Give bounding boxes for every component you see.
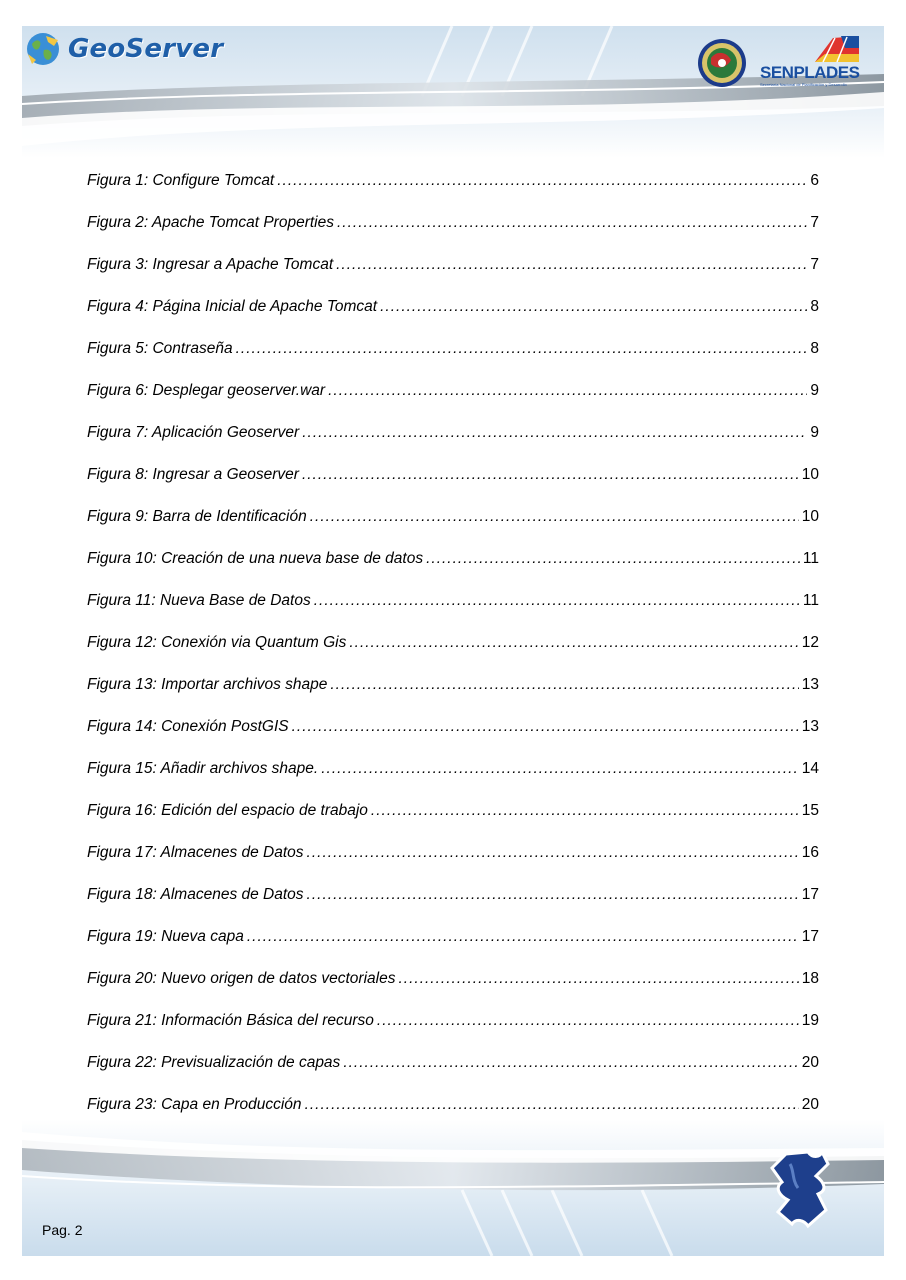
toc-entry[interactable]: [87, 580, 819, 622]
partner-subtitle: Secretaría Nacional de Planificación y Desarrollo: [760, 82, 847, 87]
toc-leader: [349, 634, 798, 652]
toc-leader: [336, 256, 807, 274]
toc-entry-page: 13: [801, 718, 819, 735]
toc-entry-title: Figura 16: Edición del espacio de trabajo: [87, 802, 368, 819]
toc-entry-title: Figura 8: Ingresar a Geoserver: [87, 466, 299, 483]
toc-entry[interactable]: [87, 538, 819, 580]
toc-leader: [302, 424, 807, 442]
toc-entry-title: Figura 6: Desplegar geoserver.war: [87, 382, 326, 399]
toc-entry-page: 18: [801, 970, 819, 987]
toc-leader: [305, 1096, 799, 1114]
brand-name: GeoServer: [68, 34, 224, 64]
toc-entry-page: 7: [810, 214, 819, 231]
toc-entry-title: Figura 14: Conexión PostGIS: [87, 718, 289, 735]
toc-entry[interactable]: [87, 286, 819, 328]
toc-entry-title: Figura 18: Almacenes de Datos: [87, 886, 304, 903]
toc-entry-page: 17: [801, 928, 819, 945]
toc-entry-title: Figura 4: Página Inicial de Apache Tomcat: [87, 298, 378, 315]
toc-entry-title: Figura 21: Información Básica del recurso: [87, 1012, 374, 1029]
toc-entry-page: 13: [801, 676, 819, 693]
toc-entry-title: Figura 5: Contraseña: [87, 340, 233, 357]
toc-entry-page: 8: [810, 340, 819, 357]
toc-entry-page: 20: [801, 1096, 819, 1113]
toc-entry-page: 9: [810, 424, 819, 441]
toc-entry-page: 12: [801, 634, 819, 651]
toc-entry[interactable]: [87, 832, 819, 874]
toc-entry-page: 17: [801, 886, 819, 903]
toc-leader: [380, 298, 807, 316]
toc-leader: [398, 970, 798, 988]
toc-entry-title: Figura 3: Ingresar a Apache Tomcat: [87, 256, 334, 273]
toc-entry[interactable]: [87, 664, 819, 706]
toc-entry[interactable]: [87, 1042, 819, 1084]
page-number: Pag. 2: [42, 1222, 83, 1238]
toc-entry-title: Figura 13: Importar archivos shape: [87, 676, 328, 693]
toc-entry-page: 8: [810, 298, 819, 315]
toc-leader: [307, 844, 799, 862]
toc-entry[interactable]: [87, 202, 819, 244]
toc-leader: [343, 1054, 798, 1072]
toc-entry-page: 7: [810, 256, 819, 273]
toc-entry[interactable]: [87, 790, 819, 832]
toc-entry[interactable]: [87, 496, 819, 538]
institute-seal-icon: [697, 38, 747, 88]
geoserver-logo: [24, 29, 223, 69]
toc-entry[interactable]: [87, 244, 819, 286]
toc-entry[interactable]: [87, 160, 819, 202]
table-of-figures: [87, 160, 819, 1126]
toc-entry-page: 6: [810, 172, 819, 189]
toc-entry-title: Figura 15: Añadir archivos shape.: [87, 760, 319, 777]
toc-entry-title: Figura 20: Nuevo origen de datos vectoriales: [87, 970, 396, 987]
toc-leader: [292, 718, 799, 736]
toc-entry[interactable]: [87, 370, 819, 412]
toc-entry-page: 10: [801, 508, 819, 525]
toc-entry-title: Figura 7: Aplicación Geoserver: [87, 424, 300, 441]
toc-leader: [307, 886, 799, 904]
toc-entry-title: Figura 17: Almacenes de Datos: [87, 844, 304, 861]
globe-icon: [24, 30, 62, 68]
toc-leader: [330, 676, 798, 694]
toc-leader: [426, 550, 800, 568]
toc-entry-title: Figura 9: Barra de Identificación: [87, 508, 307, 525]
partner-name: SENPLADES: [760, 63, 860, 82]
toc-leader: [247, 928, 799, 946]
toc-entry-page: 11: [802, 592, 819, 609]
toc-entry-page: 16: [801, 844, 819, 861]
toc-entry-page: 11: [802, 550, 819, 567]
toc-entry-title: Figura 12: Conexión via Quantum Gis: [87, 634, 347, 651]
toc-entry-title: Figura 11: Nueva Base de Datos: [87, 592, 311, 609]
toc-entry[interactable]: [87, 1000, 819, 1042]
toc-leader: [236, 340, 808, 358]
toc-entry[interactable]: [87, 916, 819, 958]
toc-leader: [310, 508, 799, 526]
puzzle-piece-icon: [768, 1150, 834, 1230]
toc-leader: [314, 592, 800, 610]
toc-entry-title: Figura 10: Creación de una nueva base de datos: [87, 550, 424, 567]
footer-background: [22, 1120, 884, 1256]
toc-entry-title: Figura 1: Configure Tomcat: [87, 172, 275, 189]
toc-entry-page: 14: [801, 760, 819, 777]
toc-entry-page: 19: [801, 1012, 819, 1029]
toc-entry[interactable]: [87, 874, 819, 916]
toc-entry[interactable]: [87, 328, 819, 370]
toc-leader: [321, 760, 799, 778]
toc-entry[interactable]: [87, 622, 819, 664]
toc-leader: [277, 172, 807, 190]
footer-band: [22, 1120, 884, 1256]
toc-entry-title: Figura 22: Previsualización de capas: [87, 1054, 341, 1071]
toc-entry-page: 20: [801, 1054, 819, 1071]
toc-leader: [328, 382, 807, 400]
toc-entry[interactable]: [87, 454, 819, 496]
toc-entry-page: 9: [810, 382, 819, 399]
toc-entry[interactable]: [87, 748, 819, 790]
toc-entry[interactable]: [87, 412, 819, 454]
toc-leader: [371, 802, 799, 820]
toc-entry-title: Figura 19: Nueva capa: [87, 928, 244, 945]
toc-entry[interactable]: [87, 958, 819, 1000]
toc-entry-page: 15: [801, 802, 819, 819]
toc-entry-title: Figura 2: Apache Tomcat Properties: [87, 214, 334, 231]
toc-entry-title: Figura 23: Capa en Producción: [87, 1096, 302, 1113]
toc-entry[interactable]: [87, 706, 819, 748]
toc-leader: [337, 214, 807, 232]
toc-entry-page: 10: [801, 466, 819, 483]
toc-leader: [377, 1012, 799, 1030]
toc-leader: [302, 466, 799, 484]
